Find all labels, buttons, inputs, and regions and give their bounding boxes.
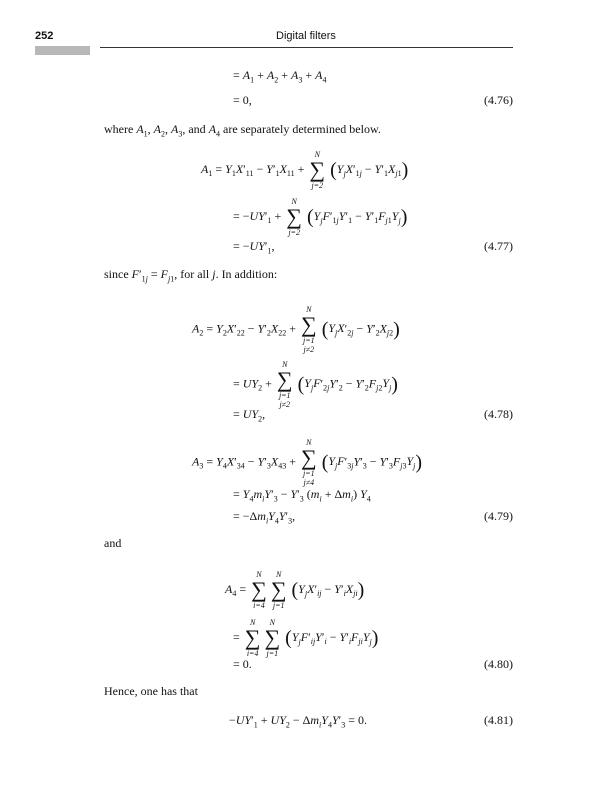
- sum-operator: N ∑ i=4: [251, 570, 267, 610]
- equation-line: = $UY_2$ + N ∑ j=1 j≠2 $(Y_jF'_{2j}Y'_2 - Y'_2F_{j2}Y_j)$: [233, 360, 398, 409]
- equation-number: (4.78): [484, 407, 513, 421]
- sum-operator: N ∑ j=2: [309, 150, 326, 190]
- equation-line: = $A_1 + A_2 + A_3 + A_4$: [233, 68, 327, 85]
- equation-line: = $UY_2$,: [233, 407, 266, 424]
- equation-number: (4.76): [484, 93, 513, 107]
- equation-line: $A_1 = Y_1X'_{11} - Y'_1X_{11}$ + N ∑ j=2 $(Y_jX'_{1j} - Y'_1X_{j1})$: [201, 150, 409, 190]
- sum-operator: N ∑ j=1 j≠4: [301, 438, 317, 487]
- equation-line: = 0,: [233, 93, 252, 107]
- equation-line: = $-UY'_1$,: [233, 239, 275, 256]
- sum-operator: N ∑ j=2: [286, 197, 302, 237]
- sum-operator: N ∑ j=1 j≠2: [301, 305, 317, 354]
- equation-line: $A_3 = Y_4X'_{34} - Y'_3X_{43}$ + N ∑ j=1 j≠4 $(Y_jF'_{3j}Y'_3 - Y'_3F_{j3}Y_j)$: [192, 438, 423, 487]
- header-rule: [100, 47, 513, 48]
- equation-line: = $-\Delta m_iY_4Y'_3$,: [233, 509, 296, 526]
- paragraph-hence: Hence, one has that: [104, 684, 198, 698]
- sum-operator: N ∑ j=1: [270, 570, 287, 610]
- equation-number: (4.81): [484, 713, 513, 727]
- sum-operator: N ∑ j=1 j≠2: [276, 360, 293, 409]
- equation-number: (4.77): [484, 239, 513, 253]
- equation-line: $-UY'_1 + UY_2 - \Delta m_iY_4Y'_3 = 0$.: [229, 713, 368, 730]
- running-title: Digital filters: [276, 30, 336, 42]
- header-bar: [35, 46, 90, 55]
- sum-operator: N ∑ i=4: [244, 618, 261, 658]
- equation-line: = $-UY'_1$ + N ∑ j=2 $(Y_jF'_{1j}Y'_1 - Y'_1F_{j1}Y_j)$: [233, 197, 408, 237]
- sum-operator: N ∑ j=1: [264, 618, 281, 658]
- page-number: 252: [35, 30, 54, 42]
- paragraph-since: since $F'_{1j} = F_{j1}$, for all j. In addition:: [104, 267, 278, 284]
- equation-line: = N ∑ i=4 N ∑ j=1 $(Y_jF'_{ij}Y'_i - Y'_iF_{ji}Y_j)$: [233, 618, 379, 658]
- equation-line: $A_4$ = N ∑ i=4 N ∑ j=1 $(Y_jX'_{ij} - Y'_iX_{ji})$: [225, 570, 365, 610]
- equation-line: = $Y_4m_iY'_3 - Y'_3$ $(m_i + \Delta m_i)$ $Y_4$: [233, 487, 371, 504]
- equation-number: (4.79): [484, 509, 513, 523]
- paragraph-where: where $A_1$, $A_2$, $A_3$, and $A_4$ are separately determined below.: [104, 122, 381, 139]
- equation-number: (4.80): [484, 657, 513, 671]
- equation-line: = 0.: [233, 657, 252, 671]
- paragraph-and: and: [104, 536, 122, 550]
- equation-line: $A_2 = Y_2X'_{22} - Y'_2X_{22}$ + N ∑ j=1 j≠2 $(Y_jX'_{2j} - Y'_2X_{j2})$: [192, 305, 400, 354]
